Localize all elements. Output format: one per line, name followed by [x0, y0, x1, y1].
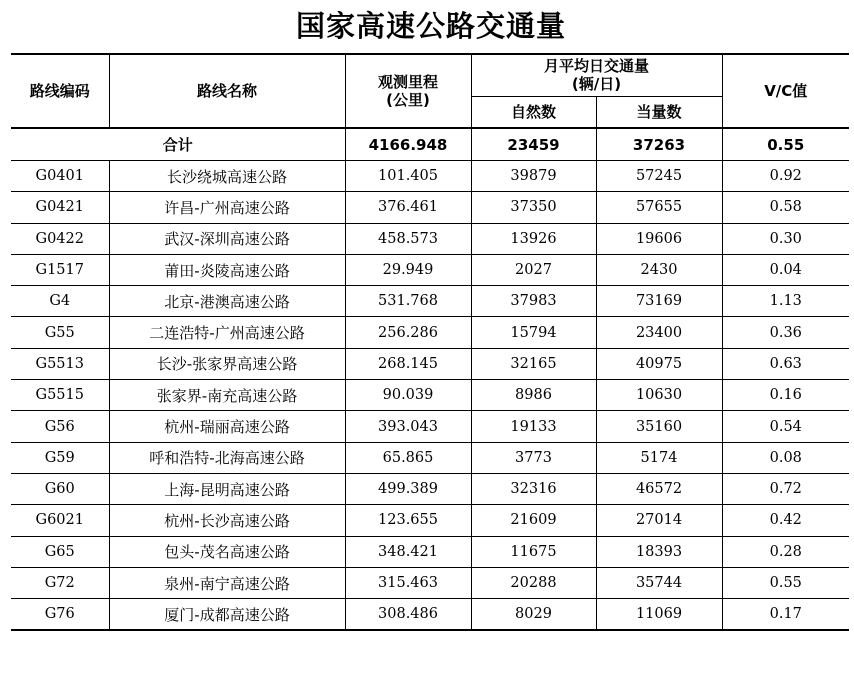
- total-label: 合计: [11, 128, 345, 161]
- route-code-cell: G5513: [11, 348, 109, 379]
- equivalent-count-cell: 73169: [596, 286, 722, 317]
- table-row: [11, 286, 849, 317]
- natural-count-cell: 15794: [471, 317, 596, 348]
- route-name-cell: 北京-港澳高速公路: [109, 286, 345, 317]
- natural-count-cell: 32316: [471, 473, 596, 504]
- header-equivalent-count: 当量数: [596, 96, 722, 128]
- header-natural-count: 自然数: [471, 96, 596, 128]
- table-row: [11, 223, 849, 254]
- natural-count-cell: 8029: [471, 599, 596, 631]
- mileage-cell: 531.768: [345, 286, 471, 317]
- vc-ratio-cell: 0.58: [722, 192, 849, 223]
- route-code-cell: G60: [11, 473, 109, 504]
- total-mileage: 4166.948: [345, 128, 471, 161]
- table-row: [11, 505, 849, 536]
- route-name-cell: 上海-昆明高速公路: [109, 473, 345, 504]
- natural-count-cell: 39879: [471, 161, 596, 192]
- mileage-cell: 256.286: [345, 317, 471, 348]
- route-name-cell: 莆田-炎陵高速公路: [109, 254, 345, 285]
- mileage-cell: 458.573: [345, 223, 471, 254]
- mileage-cell: 90.039: [345, 380, 471, 411]
- equivalent-count-cell: 57245: [596, 161, 722, 192]
- vc-ratio-cell: 0.54: [722, 411, 849, 442]
- natural-count-cell: 13926: [471, 223, 596, 254]
- mileage-cell: 393.043: [345, 411, 471, 442]
- route-code-cell: G76: [11, 599, 109, 631]
- equivalent-count-cell: 19606: [596, 223, 722, 254]
- total-natural: 23459: [471, 128, 596, 161]
- natural-count-cell: 37350: [471, 192, 596, 223]
- header-mileage: [345, 54, 471, 128]
- table-row: [11, 254, 849, 285]
- route-name-cell: 厦门-成都高速公路: [109, 599, 345, 631]
- mileage-cell: 123.655: [345, 505, 471, 536]
- route-code-cell: G5515: [11, 380, 109, 411]
- total-vc: 0.55: [722, 128, 849, 161]
- total-row: [11, 128, 849, 161]
- header-daily-volume-unit: (辆/日): [571, 75, 622, 94]
- route-name-cell: 许昌-广州高速公路: [109, 192, 345, 223]
- mileage-cell: 376.461: [345, 192, 471, 223]
- natural-count-cell: 20288: [471, 567, 596, 598]
- equivalent-count-cell: 27014: [596, 505, 722, 536]
- route-name-cell: 杭州-长沙高速公路: [109, 505, 345, 536]
- equivalent-count-cell: 2430: [596, 254, 722, 285]
- page-title: 国家高速公路交通量: [295, 9, 566, 43]
- natural-count-cell: 3773: [471, 442, 596, 473]
- route-code-cell: G72: [11, 567, 109, 598]
- equivalent-count-cell: 10630: [596, 380, 722, 411]
- vc-ratio-cell: 1.13: [722, 286, 849, 317]
- equivalent-count-cell: 5174: [596, 442, 722, 473]
- vc-ratio-cell: 0.55: [722, 567, 849, 598]
- total-equivalent: 37263: [596, 128, 722, 161]
- mileage-cell: 315.463: [345, 567, 471, 598]
- equivalent-count-cell: 40975: [596, 348, 722, 379]
- natural-count-cell: 8986: [471, 380, 596, 411]
- route-code-cell: G0401: [11, 161, 109, 192]
- route-name-cell: 呼和浩特-北海高速公路: [109, 442, 345, 473]
- mileage-cell: 268.145: [345, 348, 471, 379]
- table-row: [11, 567, 849, 598]
- header-route-code: 路线编码: [11, 54, 109, 128]
- natural-count-cell: 11675: [471, 536, 596, 567]
- route-code-cell: G0422: [11, 223, 109, 254]
- equivalent-count-cell: 46572: [596, 473, 722, 504]
- header-vc-ratio: V/C值: [722, 54, 849, 128]
- table-row: [11, 411, 849, 442]
- vc-ratio-cell: 0.92: [722, 161, 849, 192]
- table-row: [11, 192, 849, 223]
- table-row: [11, 473, 849, 504]
- vc-ratio-cell: 0.28: [722, 536, 849, 567]
- route-code-cell: G59: [11, 442, 109, 473]
- table-row: [11, 348, 849, 379]
- header-mileage-label: 观测里程: [377, 73, 438, 91]
- mileage-cell: 499.389: [345, 473, 471, 504]
- mileage-cell: 308.486: [345, 599, 471, 631]
- mileage-cell: 65.865: [345, 442, 471, 473]
- mileage-cell: 101.405: [345, 161, 471, 192]
- table-row: [11, 161, 849, 192]
- route-name-cell: 杭州-瑞丽高速公路: [109, 411, 345, 442]
- route-name-cell: 长沙-张家界高速公路: [109, 348, 345, 379]
- table-row: [11, 599, 849, 631]
- vc-ratio-cell: 0.04: [722, 254, 849, 285]
- table-row: [11, 536, 849, 567]
- header-daily-volume: [471, 54, 722, 96]
- route-name-cell: 武汉-深圳高速公路: [109, 223, 345, 254]
- mileage-cell: 29.949: [345, 254, 471, 285]
- natural-count-cell: 19133: [471, 411, 596, 442]
- traffic-volume-table: [11, 53, 849, 631]
- equivalent-count-cell: 57655: [596, 192, 722, 223]
- vc-ratio-cell: 0.63: [722, 348, 849, 379]
- route-code-cell: G0421: [11, 192, 109, 223]
- route-code-cell: G65: [11, 536, 109, 567]
- table-row: [11, 380, 849, 411]
- vc-ratio-cell: 0.72: [722, 473, 849, 504]
- vc-ratio-cell: 0.42: [722, 505, 849, 536]
- vc-ratio-cell: 0.08: [722, 442, 849, 473]
- equivalent-count-cell: 18393: [596, 536, 722, 567]
- natural-count-cell: 37983: [471, 286, 596, 317]
- table-row: [11, 317, 849, 348]
- header-mileage-unit: (公里): [386, 91, 430, 109]
- natural-count-cell: 21609: [471, 505, 596, 536]
- equivalent-count-cell: 23400: [596, 317, 722, 348]
- natural-count-cell: 2027: [471, 254, 596, 285]
- table-row: [11, 442, 849, 473]
- route-code-cell: G4: [11, 286, 109, 317]
- route-name-cell: 包头-茂名高速公路: [109, 536, 345, 567]
- mileage-cell: 348.421: [345, 536, 471, 567]
- header-route-name: 路线名称: [109, 54, 345, 128]
- natural-count-cell: 32165: [471, 348, 596, 379]
- equivalent-count-cell: 35744: [596, 567, 722, 598]
- route-code-cell: G1517: [11, 254, 109, 285]
- route-name-cell: 张家界-南充高速公路: [109, 380, 345, 411]
- vc-ratio-cell: 0.16: [722, 380, 849, 411]
- route-name-cell: 长沙绕城高速公路: [109, 161, 345, 192]
- route-code-cell: G56: [11, 411, 109, 442]
- route-code-cell: G55: [11, 317, 109, 348]
- route-name-cell: 泉州-南宁高速公路: [109, 567, 345, 598]
- equivalent-count-cell: 35160: [596, 411, 722, 442]
- route-name-cell: 二连浩特-广州高速公路: [109, 317, 345, 348]
- vc-ratio-cell: 0.17: [722, 599, 849, 631]
- route-code-cell: G6021: [11, 505, 109, 536]
- equivalent-count-cell: 11069: [596, 599, 722, 631]
- vc-ratio-cell: 0.30: [722, 223, 849, 254]
- header-daily-volume-label: 月平均日交通量: [544, 57, 650, 76]
- vc-ratio-cell: 0.36: [722, 317, 849, 348]
